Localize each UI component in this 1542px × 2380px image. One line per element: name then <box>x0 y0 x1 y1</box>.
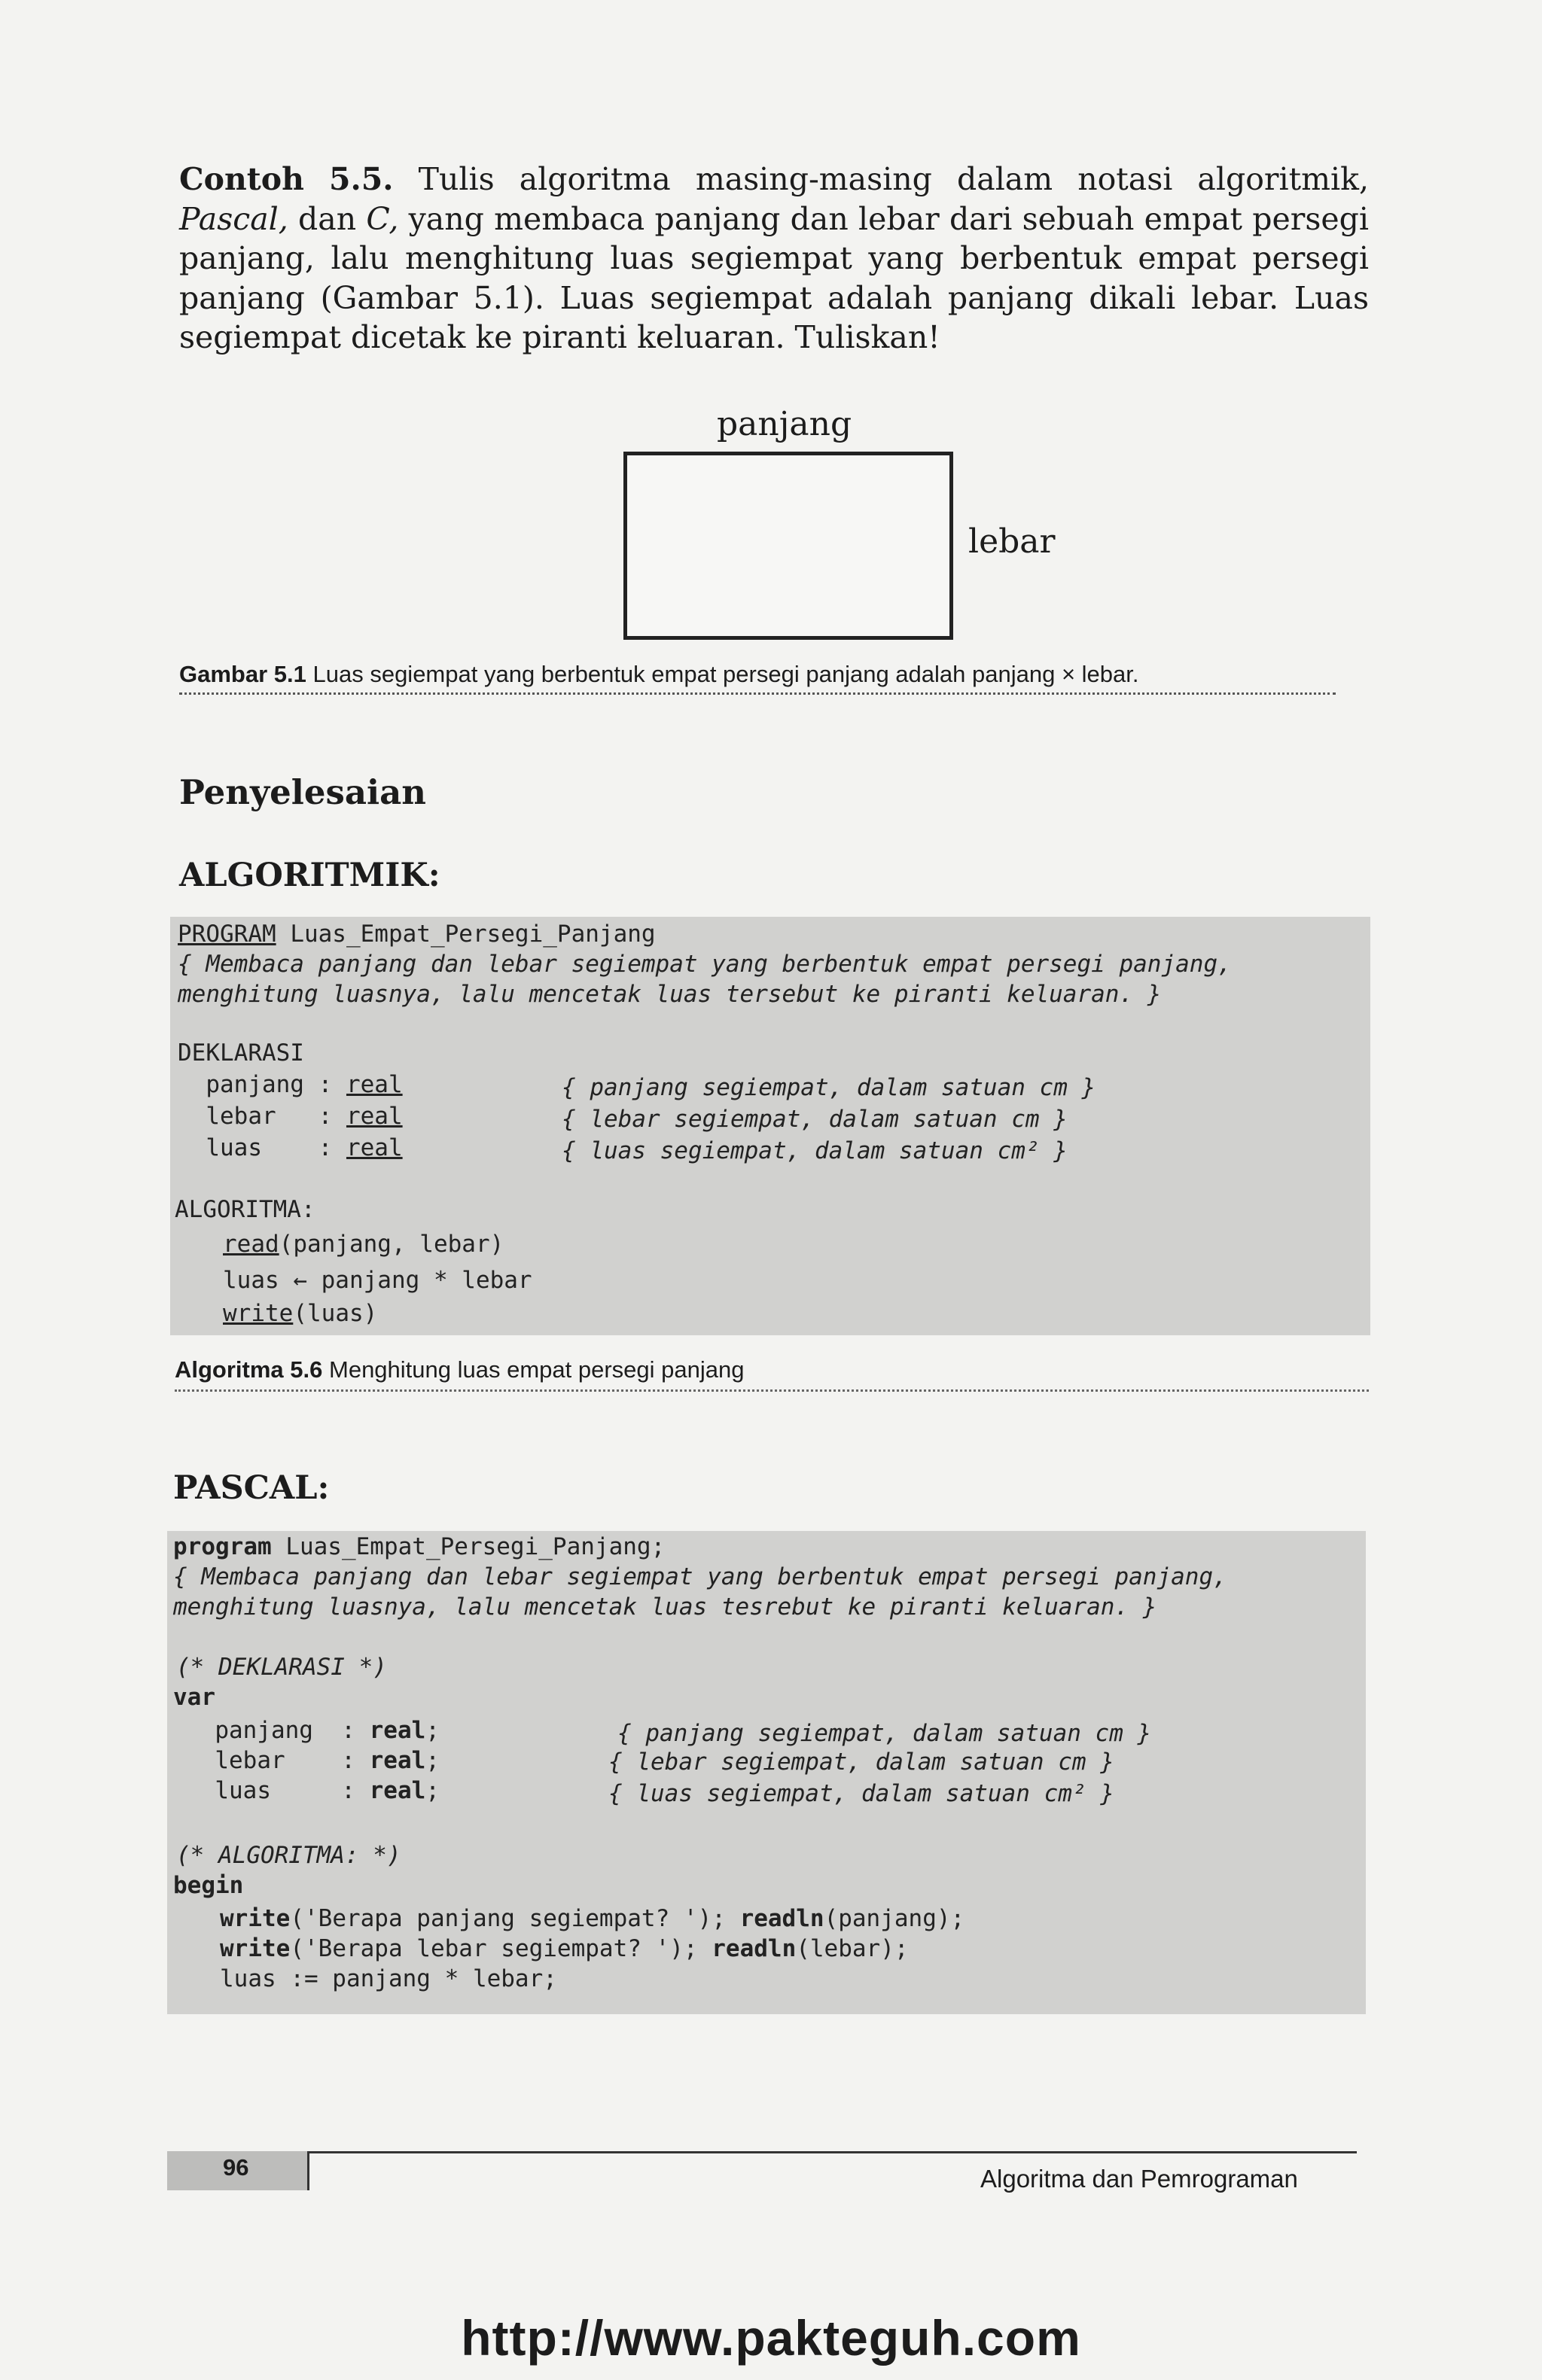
pascal-write-keyword: write <box>220 1935 291 1962</box>
example-number: 5.5. <box>328 161 394 197</box>
pascal-readln-keyword: readln <box>712 1935 797 1962</box>
pascal-decl-line-comment: { luas segiempat, dalam satuan cm² } <box>608 1780 1114 1807</box>
pascal-decl-line-comment: { lebar segiempat, dalam satuan cm } <box>608 1748 1114 1776</box>
algo-comment-line-2: menghitung luasnya, lalu mencetak luas tersebut ke piranti keluaran. } <box>178 981 1162 1008</box>
pascal-decl-comment: (* DEKLARASI *) <box>176 1654 387 1681</box>
example-lead: Contoh <box>179 161 304 197</box>
pascal-write-args: ('Berapa lebar segiempat? '); <box>290 1935 712 1962</box>
website-url: http://www.pakteguh.com <box>461 2310 1081 2366</box>
pascal-decl-line-comment: { panjang segiempat, dalam satuan cm } <box>617 1720 1152 1747</box>
pascal-decl-semicolon: ; <box>425 1717 440 1744</box>
pascal-decl-semicolon: ; <box>425 1777 440 1804</box>
example-text-3: yang membaca panjang dan lebar dari sebuah empat persegi panjang, lalu menghitung luas segiempat yang berbentuk empat persegi panjang (Gambar 5.1). Luas segiempat adalah panjang dikali lebar. Luas segiempat dicetak ke piranti keluaran. Tuliskan! <box>179 200 1369 356</box>
pascal-decl-semicolon: ; <box>425 1747 440 1774</box>
algo-section-header: ALGORITMA: <box>175 1196 315 1223</box>
algo-program-keyword: PROGRAM <box>178 921 276 948</box>
figure-caption-label: Gambar 5.1 <box>179 661 306 687</box>
heading-pascal: PASCAL: <box>173 1469 330 1507</box>
algorithm-code-block <box>170 917 1370 1335</box>
pascal-readln-args: (lebar); <box>796 1935 909 1962</box>
algo-read-keyword: read <box>223 1231 279 1258</box>
heading-solution: Penyelesaian <box>179 772 426 812</box>
pascal-decl-type: real <box>369 1777 426 1804</box>
pascal-write-keyword: write <box>220 1905 291 1932</box>
example-paragraph <box>179 160 1369 358</box>
example-c: C, <box>366 200 399 237</box>
pascal-decl-type: real <box>369 1717 426 1744</box>
algo-decl-comment: { luas segiempat, dalam satuan cm² } <box>562 1137 1068 1164</box>
algorithm-caption-text: Menghitung luas empat persegi panjang <box>322 1356 745 1383</box>
algo-decl-comment: { lebar segiempat, dalam satuan cm } <box>562 1106 1068 1133</box>
heading-algoritmik: ALGORITMIK: <box>179 857 440 894</box>
algo-decl-header: DEKLARASI <box>178 1039 304 1067</box>
algo-decl-type: real <box>346 1103 403 1130</box>
pascal-program-keyword: program <box>173 1533 272 1560</box>
figure-caption-text: Luas segiempat yang berbentuk empat persegi panjang adalah panjang × lebar. <box>306 661 1139 687</box>
pascal-var-keyword: var <box>173 1684 215 1711</box>
pascal-comment-line-2: menghitung luasnya, lalu mencetak luas tesrebut ke piranti keluaran. } <box>173 1593 1157 1621</box>
book-title: Algoritma dan Pemrograman <box>980 2165 1298 2193</box>
footer-divider <box>307 2151 309 2190</box>
example-text-2: dan <box>288 200 367 237</box>
algo-decl-comment: { panjang segiempat, dalam satuan cm } <box>562 1074 1096 1101</box>
algorithm-caption-label: Algoritma 5.6 <box>175 1356 323 1383</box>
rectangle-figure <box>623 452 953 640</box>
algo-assign-line: luas ← panjang * lebar <box>223 1267 532 1294</box>
algo-read-args: (panjang, lebar) <box>279 1231 504 1258</box>
pascal-decl-type: real <box>369 1747 426 1774</box>
pascal-decl-name: luas : <box>187 1777 370 1804</box>
algo-decl-name: luas : <box>178 1134 346 1161</box>
algo-write-keyword: write <box>223 1300 294 1327</box>
pascal-assign-line: luas := panjang * lebar; <box>220 1965 557 1992</box>
example-text-1: Tulis algoritma masing-masing dalam notasi algoritmik, <box>393 161 1369 197</box>
figure-label-panjang: panjang <box>717 405 852 443</box>
pascal-program-name: Luas_Empat_Persegi_Panjang; <box>271 1533 666 1560</box>
pascal-readln-keyword: readln <box>739 1905 824 1932</box>
pascal-decl-name: panjang : <box>187 1717 370 1744</box>
pascal-algo-comment: (* ALGORITMA: *) <box>176 1842 401 1869</box>
pascal-begin-keyword: begin <box>173 1872 244 1899</box>
algorithm-caption <box>175 1356 1369 1392</box>
footer-rule <box>307 2151 1357 2153</box>
pascal-decl-name: lebar : <box>187 1747 370 1774</box>
pascal-readln-args: (panjang); <box>824 1905 965 1932</box>
algo-decl-name: panjang : <box>178 1071 346 1098</box>
pascal-comment-line-1: { Membaca panjang dan lebar segiempat yang berbentuk empat persegi panjang, <box>173 1563 1227 1590</box>
pascal-write-args: ('Berapa panjang segiempat? '); <box>290 1905 740 1932</box>
figure-label-lebar: lebar <box>968 522 1056 561</box>
algo-decl-type: real <box>346 1134 403 1161</box>
figure-caption <box>179 661 1336 695</box>
algo-program-name: Luas_Empat_Persegi_Panjang <box>276 921 656 948</box>
page-number: 96 <box>223 2154 249 2181</box>
algo-decl-type: real <box>346 1071 403 1098</box>
example-pascal: Pascal, <box>179 200 288 237</box>
pascal-code-block <box>167 1531 1366 2014</box>
algo-comment-line-1: { Membaca panjang dan lebar segiempat yang berbentuk empat persegi panjang, <box>178 951 1232 978</box>
algo-decl-name: lebar : <box>178 1103 346 1130</box>
algo-write-args: (luas) <box>293 1300 378 1327</box>
